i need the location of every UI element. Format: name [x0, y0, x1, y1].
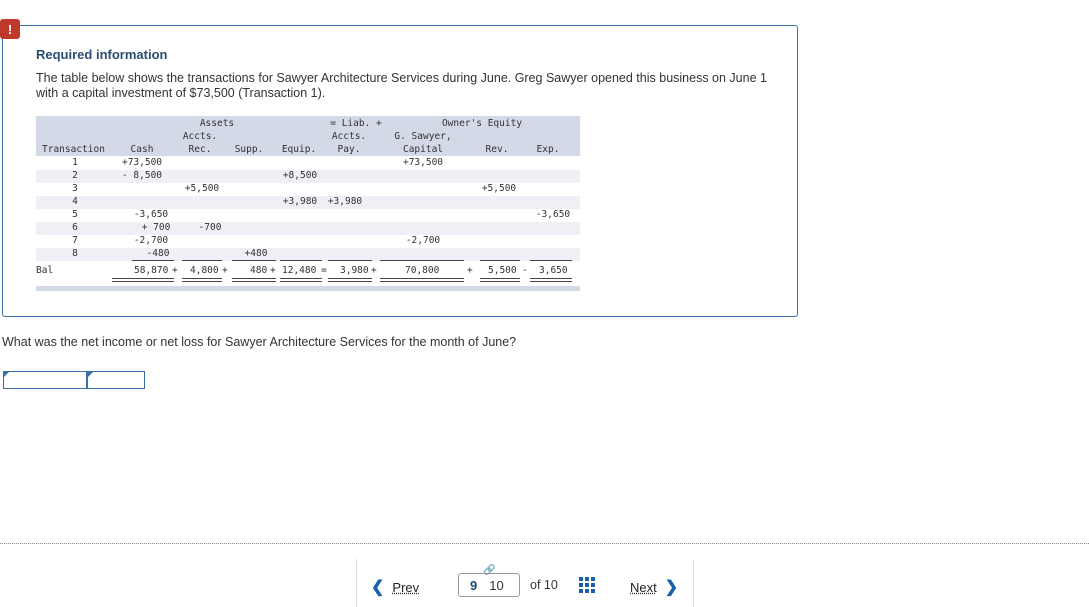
balance-cash: 58,870 [134, 265, 169, 276]
row-7-capital: -2,700 [405, 235, 441, 246]
balance-capital: 70,800 [405, 265, 440, 276]
balance-accts-pay: 3,980 [340, 265, 369, 276]
chevron-right-icon: ❯ [664, 579, 679, 596]
row-2-transaction: 2 [72, 170, 78, 181]
balance-label: Bal [36, 265, 54, 276]
current-page: 9 [470, 577, 478, 593]
header-cash: Cash [130, 144, 154, 155]
row-4-equipment: +3,980 [282, 196, 318, 207]
row-1-cash: +73,500 [121, 157, 163, 168]
balance-expenses: 3,650 [539, 265, 568, 276]
row-4-accts-pay: +3,980 [327, 196, 363, 207]
header-pay: Pay. [337, 144, 361, 155]
balance-revenue: 5,500 [488, 265, 517, 276]
balance-plus-2: + [222, 265, 228, 276]
balance-plus-1: + [172, 265, 178, 276]
alert-icon: ! [0, 19, 20, 39]
info-title: Required information [36, 47, 168, 62]
prev-button[interactable] [371, 577, 419, 597]
header-accts-rec: Accts. [182, 131, 218, 142]
row-8-cash: -480 [146, 248, 170, 259]
transaction-ledger-table [36, 116, 580, 292]
header-equipment: Equip. [281, 144, 317, 155]
balance-plus-3: + [270, 265, 276, 276]
prev-label: Prev [392, 579, 420, 595]
row-8-transaction: 8 [72, 248, 78, 259]
row-1-transaction: 1 [72, 157, 78, 168]
next-label: Next [630, 579, 657, 595]
balance-equals: = [321, 265, 327, 276]
header-rec: Rec. [188, 144, 212, 155]
balance-plus-4: + [371, 265, 377, 276]
question-text: What was the net income or net loss for Sawyer Architecture Services for the month of June? [2, 335, 517, 349]
header-capital: Capital [402, 144, 444, 155]
row-7-transaction: 7 [72, 235, 78, 246]
balance-supplies: 480 [250, 265, 268, 276]
next-page-number[interactable]: 10 [489, 577, 504, 593]
row-3-revenue: +5,500 [481, 183, 517, 194]
footer-divider [0, 543, 1089, 544]
row-3-transaction: 3 [72, 183, 78, 194]
row-5-transaction: 5 [72, 209, 78, 220]
header-supplies: Supp. [234, 144, 264, 155]
balance-accts-rec: 4,800 [190, 265, 219, 276]
next-button[interactable] [630, 577, 678, 597]
row-8-supplies: +480 [244, 248, 268, 259]
row-5-cash: -3,650 [133, 209, 169, 220]
chevron-left-icon: ❮ [371, 579, 385, 596]
row-2-equipment: +8,500 [282, 170, 318, 181]
row-3-accts-rec: +5,500 [184, 183, 220, 194]
header-revenue: Rev. [485, 144, 509, 155]
balance-plus-5: + [467, 265, 473, 276]
info-text: The table below shows the transactions for Sawyer Architecture Services during June. Greg Sawyer opened this business on June 1 with a capital investment of $73,500 (Transaction 1). [36, 71, 767, 100]
dropdown-flag-icon [4, 372, 9, 377]
row-6-cash: + 700 [141, 222, 171, 233]
row-1-capital: +73,500 [402, 157, 444, 168]
net-income-loss-select[interactable] [3, 371, 87, 389]
row-6-transaction: 6 [72, 222, 78, 233]
row-2-cash: - 8,500 [121, 170, 163, 181]
header-expenses: Exp. [536, 144, 560, 155]
page-total: of 10 [530, 578, 558, 592]
header-liabilities: = Liab. + [330, 118, 382, 129]
row-7-cash: -2,700 [133, 235, 169, 246]
input-flag-icon [88, 372, 93, 377]
header-assets: Assets [199, 118, 235, 129]
header-transaction: Transaction [42, 144, 105, 155]
grid-view-icon[interactable] [579, 577, 595, 593]
row-4-transaction: 4 [72, 196, 78, 207]
row-6-accts-rec: -700 [198, 222, 222, 233]
row-5-expenses: -3,650 [535, 209, 571, 220]
header-capital-owner: G. Sawyer, [394, 131, 452, 142]
amount-input[interactable] [87, 371, 145, 389]
header-owners-equity: Owner's Equity [441, 118, 523, 129]
header-accts-pay: Accts. [331, 131, 367, 142]
balance-equipment: 12,480 [282, 265, 317, 276]
page-selector[interactable] [458, 573, 520, 597]
link-icon: 🔗 [483, 565, 496, 576]
balance-minus: - [522, 265, 528, 276]
